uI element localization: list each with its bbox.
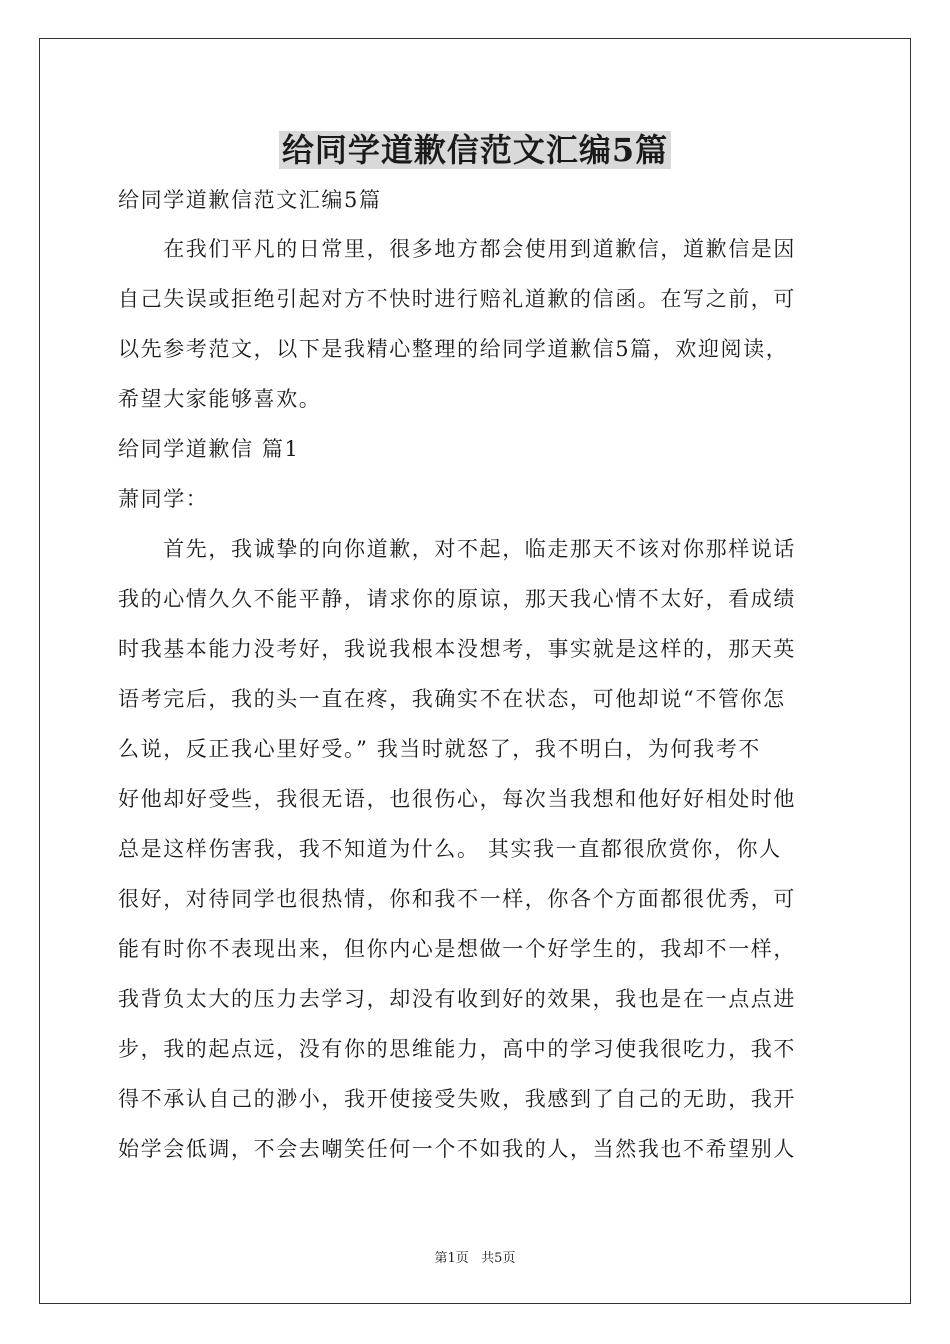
paragraph-line: 总是这样伤害我，我不知道为什么。 其实我一直都很欣赏你，你人 [118,837,782,861]
paragraph-line: 自己失误或拒绝引起对方不快时进行赔礼道歉的信函。在写之前，可 [118,287,796,311]
paragraph-line: 好他却好受些，我很无语，也很伤心，每次当我想和他好好相处时他 [118,787,796,811]
paragraph-line: 步，我的起点远，没有你的思维能力，高中的学习使我很吃力，我不 [118,1037,796,1061]
paragraph-line: 在我们平凡的日常里，很多地方都会使用到道歉信，道歉信是因 [118,237,796,261]
salutation-line: 萧同学： [118,487,209,511]
document-title-text: 给同学道歉信范文汇编5篇 [279,131,671,169]
section-heading: 给同学道歉信 篇1 [118,437,300,461]
paragraph-line: 我的心情久久不能平静，请求你的原谅，那天我心情不太好，看成绩 [118,587,796,611]
paragraph-line: 么说，反正我心里好受。” 我当时就怒了，我不明白，为何我考不 [118,737,761,761]
paragraph-line: 时我基本能力没考好，我说我根本没想考，事实就是这样的，那天英 [118,637,796,661]
page-border [39,38,911,1304]
paragraph-line: 得不承认自己的渺小，我开使接受失败，我感到了自己的无助，我开 [118,1087,796,1111]
paragraph-line: 始学会低调，不会去嘲笑任何一个不如我的人，当然我也不希望别人 [118,1137,796,1161]
paragraph-line: 首先，我诚挚的向你道歉，对不起，临走那天不该对你那样说话 [118,537,796,561]
paragraph-line: 能有时你不表现出来，但你内心是想做一个好学生的，我却不一样， [118,937,796,961]
paragraph-line: 以先参考范文，以下是我精心整理的给同学道歉信5篇，欢迎阅读， [118,337,789,361]
document-title [0,128,950,172]
paragraph-line: 很好，对待同学也很热情，你和我不一样，你各个方面都很优秀，可 [118,887,796,911]
paragraph-line: 语考完后，我的头一直在疼，我确实不在状态，可他却说“不管你怎 [118,687,786,711]
page-footer: 第1页 共5页 [434,1251,516,1266]
paragraph-line: 我背负太大的压力去学习，却没有收到好的效果，我也是在一点点进 [118,987,796,1011]
paragraph-line: 希望大家能够喜欢。 [118,387,322,411]
subtitle-line: 给同学道歉信范文汇编5篇 [118,188,382,212]
